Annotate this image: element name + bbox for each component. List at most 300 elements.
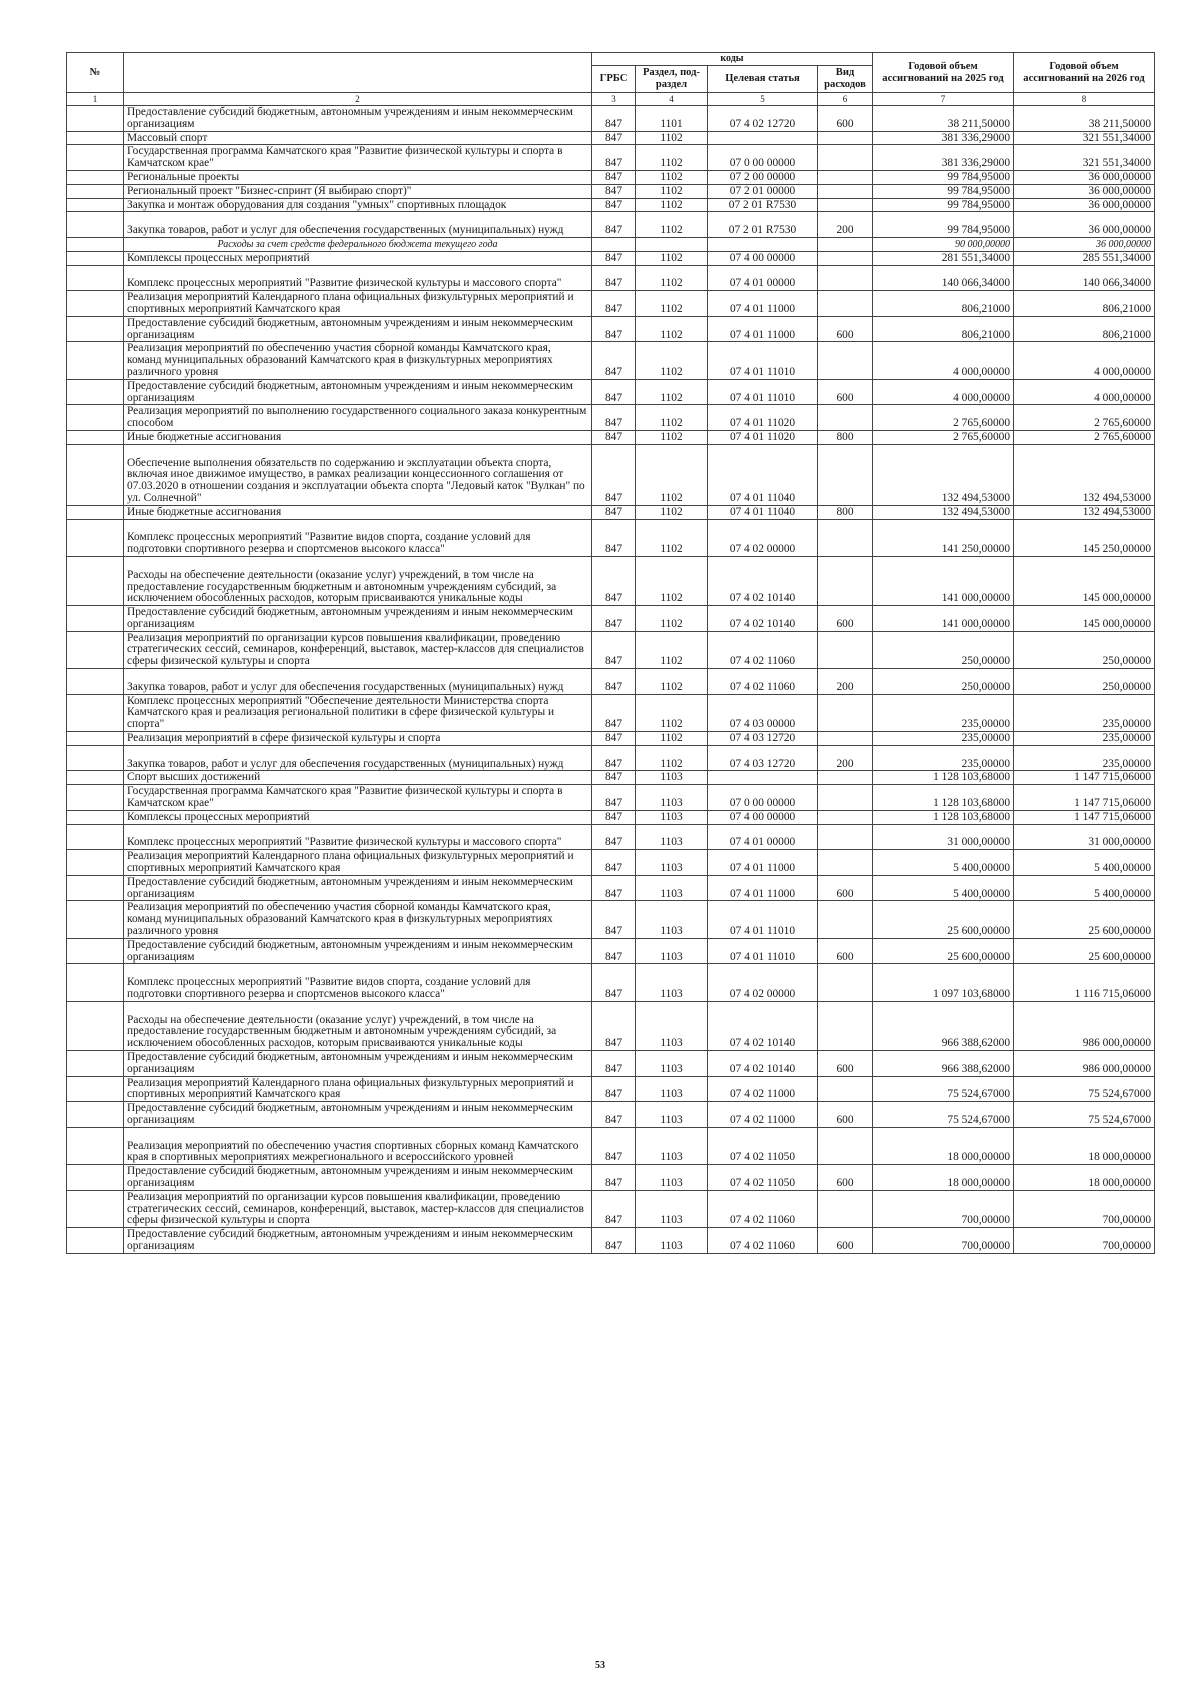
- row-expense-type: [818, 145, 873, 171]
- row-expense-type: [818, 732, 873, 746]
- row-num: [67, 106, 124, 132]
- row-expense-type: 600: [818, 606, 873, 632]
- row-amount-2026: 285 551,34000: [1014, 251, 1155, 265]
- row-grbs: 847: [592, 430, 636, 444]
- row-grbs: 847: [592, 265, 636, 291]
- row-expense-type: [818, 170, 873, 184]
- row-target: 07 4 01 11040: [708, 444, 818, 505]
- row-amount-2025: 250,00000: [873, 669, 1014, 695]
- row-amount-2025: 140 066,34000: [873, 265, 1014, 291]
- row-amount-2025: 1 097 103,68000: [873, 964, 1014, 1001]
- row-grbs: 847: [592, 785, 636, 811]
- row-amount-2025: 132 494,53000: [873, 444, 1014, 505]
- row-amount-2026: 250,00000: [1014, 669, 1155, 695]
- header-name: [124, 53, 592, 93]
- row-amount-2025: 132 494,53000: [873, 505, 1014, 519]
- row-amount-2025: 90 000,00000: [873, 237, 1014, 251]
- row-amount-2026: 700,00000: [1014, 1228, 1155, 1254]
- row-num: [67, 694, 124, 731]
- row-target: 07 4 02 11000: [708, 1076, 818, 1102]
- row-section: 1102: [636, 631, 708, 668]
- row-amount-2025: 38 211,50000: [873, 106, 1014, 132]
- row-expense-type: [818, 1001, 873, 1050]
- row-expense-type: [818, 1127, 873, 1164]
- row-expense-type: [818, 444, 873, 505]
- row-amount-2025: 700,00000: [873, 1228, 1014, 1254]
- row-num: [67, 265, 124, 291]
- row-num: [67, 430, 124, 444]
- row-num: [67, 824, 124, 850]
- row-name: Реализация мероприятий по выполнению государственного социального заказа конкурентным способом: [124, 405, 592, 431]
- row-grbs: 847: [592, 1001, 636, 1050]
- table-row: [67, 170, 1155, 184]
- row-expense-type: 600: [818, 1102, 873, 1128]
- row-grbs: 847: [592, 556, 636, 605]
- row-num: [67, 316, 124, 342]
- row-num: [67, 251, 124, 265]
- table-row: [67, 669, 1155, 695]
- row-name: Предоставление субсидий бюджетным, автономным учреждениям и иным некоммерческим организациям: [124, 938, 592, 964]
- row-grbs: 847: [592, 1076, 636, 1102]
- header-grbs: ГРБС: [592, 66, 636, 93]
- row-grbs: 847: [592, 316, 636, 342]
- column-number: 2: [124, 93, 592, 106]
- row-amount-2026: 235,00000: [1014, 694, 1155, 731]
- table-row: [67, 785, 1155, 811]
- row-amount-2025: 2 765,60000: [873, 405, 1014, 431]
- row-num: [67, 1050, 124, 1076]
- row-grbs: 847: [592, 1190, 636, 1227]
- table-row: [67, 1076, 1155, 1102]
- row-grbs: 847: [592, 850, 636, 876]
- row-grbs: 847: [592, 732, 636, 746]
- row-num: [67, 379, 124, 405]
- row-target: 07 4 02 11000: [708, 1102, 818, 1128]
- row-grbs: 847: [592, 198, 636, 212]
- table-row: [67, 771, 1155, 785]
- row-num: [67, 342, 124, 379]
- row-grbs: 847: [592, 145, 636, 171]
- row-grbs: 847: [592, 964, 636, 1001]
- row-section: 1102: [636, 265, 708, 291]
- row-expense-type: 600: [818, 106, 873, 132]
- row-num: [67, 1102, 124, 1128]
- table-row: [67, 212, 1155, 238]
- header-2025: Годовой объем ассигнований на 2025 год: [873, 53, 1014, 93]
- table-row: [67, 251, 1155, 265]
- row-name: Предоставление субсидий бюджетным, автономным учреждениям и иным некоммерческим организациям: [124, 1050, 592, 1076]
- row-grbs: 847: [592, 1165, 636, 1191]
- row-num: [67, 1190, 124, 1227]
- row-target: [708, 131, 818, 145]
- row-num: [67, 237, 124, 251]
- row-expense-type: [818, 291, 873, 317]
- row-name: Обеспечение выполнения обязательств по содержанию и эксплуатации объекта спорта, включая иное движимое имущество, в рамках реализации концессионного соглашения от 07.03.2020 в отношении создания и эксплуатации объекта спорта "Ледовый каток "Вулкан" по ул. Солнечной": [124, 444, 592, 505]
- row-target: 07 4 02 11060: [708, 1228, 818, 1254]
- row-section: 1103: [636, 785, 708, 811]
- column-number: 3: [592, 93, 636, 106]
- row-target: 07 4 01 11040: [708, 505, 818, 519]
- row-name: Массовый спорт: [124, 131, 592, 145]
- row-section: 1102: [636, 145, 708, 171]
- row-target: 07 4 01 11020: [708, 430, 818, 444]
- row-num: [67, 938, 124, 964]
- row-section: 1102: [636, 519, 708, 556]
- row-expense-type: [818, 1190, 873, 1227]
- row-amount-2026: 1 147 715,06000: [1014, 771, 1155, 785]
- row-section: 1102: [636, 430, 708, 444]
- row-target: 07 2 00 00000: [708, 170, 818, 184]
- row-num: [67, 964, 124, 1001]
- table-row: [67, 810, 1155, 824]
- row-amount-2025: 4 000,00000: [873, 379, 1014, 405]
- row-amount-2026: 145 000,00000: [1014, 606, 1155, 632]
- row-name: Закупка товаров, работ и услуг для обеспечения государственных (муниципальных) нужд: [124, 669, 592, 695]
- row-grbs: 847: [592, 606, 636, 632]
- row-amount-2026: 986 000,00000: [1014, 1050, 1155, 1076]
- row-name: Региональные проекты: [124, 170, 592, 184]
- row-name: Спорт высших достижений: [124, 771, 592, 785]
- row-name: Предоставление субсидий бюджетным, автономным учреждениям и иным некоммерческим организациям: [124, 316, 592, 342]
- row-expense-type: [818, 131, 873, 145]
- table-row: [67, 1228, 1155, 1254]
- row-section: 1103: [636, 1076, 708, 1102]
- table-header: [67, 53, 1155, 106]
- row-section: 1102: [636, 606, 708, 632]
- row-target: 07 2 01 00000: [708, 184, 818, 198]
- header-num: №: [67, 53, 124, 93]
- row-amount-2025: 1 128 103,68000: [873, 785, 1014, 811]
- table-row: [67, 901, 1155, 938]
- row-name: Комплекс процессных мероприятий "Развитие видов спорта, создание условий для подготовки спортивного резерва и спортсменов высокого класса": [124, 519, 592, 556]
- row-amount-2026: 145 000,00000: [1014, 556, 1155, 605]
- row-expense-type: 600: [818, 1228, 873, 1254]
- row-expense-type: [818, 237, 873, 251]
- row-amount-2026: 36 000,00000: [1014, 237, 1155, 251]
- budget-table: [66, 52, 1155, 1254]
- table-row: [67, 505, 1155, 519]
- row-grbs: 847: [592, 669, 636, 695]
- row-section: 1102: [636, 694, 708, 731]
- row-name: Реализация мероприятий Календарного плана официальных физкультурных мероприятий и спортивных мероприятий Камчатского края: [124, 1076, 592, 1102]
- row-target: 07 4 01 00000: [708, 265, 818, 291]
- row-target: 07 4 01 11010: [708, 342, 818, 379]
- row-amount-2025: 99 784,95000: [873, 198, 1014, 212]
- row-amount-2025: 4 000,00000: [873, 342, 1014, 379]
- row-expense-type: 600: [818, 379, 873, 405]
- row-expense-type: [818, 901, 873, 938]
- table-row: [67, 850, 1155, 876]
- row-amount-2026: 250,00000: [1014, 631, 1155, 668]
- row-amount-2025: 250,00000: [873, 631, 1014, 668]
- row-section: 1103: [636, 1102, 708, 1128]
- row-grbs: 847: [592, 212, 636, 238]
- row-section: 1103: [636, 824, 708, 850]
- row-name: Комплексы процессных мероприятий: [124, 251, 592, 265]
- row-section: 1101: [636, 106, 708, 132]
- table-row: [67, 1190, 1155, 1227]
- row-amount-2026: 18 000,00000: [1014, 1127, 1155, 1164]
- row-section: 1102: [636, 505, 708, 519]
- row-amount-2025: 235,00000: [873, 745, 1014, 771]
- row-grbs: [592, 237, 636, 251]
- row-name: Комплексы процессных мероприятий: [124, 810, 592, 824]
- table-row: [67, 824, 1155, 850]
- row-section: 1103: [636, 1228, 708, 1254]
- row-target: 07 4 02 00000: [708, 964, 818, 1001]
- row-target: 07 4 02 10140: [708, 556, 818, 605]
- row-grbs: 847: [592, 106, 636, 132]
- row-section: 1102: [636, 379, 708, 405]
- row-amount-2026: 2 765,60000: [1014, 430, 1155, 444]
- table-row: [67, 405, 1155, 431]
- row-expense-type: [818, 964, 873, 1001]
- row-section: 1103: [636, 771, 708, 785]
- row-grbs: 847: [592, 694, 636, 731]
- row-name: Предоставление субсидий бюджетным, автономным учреждениям и иным некоммерческим организациям: [124, 1228, 592, 1254]
- row-expense-type: [818, 184, 873, 198]
- row-name: Реализация мероприятий по обеспечению участия сборной команды Камчатского края, команд муниципальных образований Камчатского края в физкультурных мероприятиях различного уровня: [124, 342, 592, 379]
- row-amount-2026: 36 000,00000: [1014, 212, 1155, 238]
- row-amount-2026: 1 147 715,06000: [1014, 785, 1155, 811]
- row-num: [67, 771, 124, 785]
- row-num: [67, 1127, 124, 1164]
- row-num: [67, 198, 124, 212]
- row-target: 07 4 02 11060: [708, 669, 818, 695]
- table-row: [67, 342, 1155, 379]
- row-expense-type: 800: [818, 505, 873, 519]
- row-section: 1102: [636, 342, 708, 379]
- row-amount-2026: 18 000,00000: [1014, 1165, 1155, 1191]
- row-target: 07 4 03 12720: [708, 745, 818, 771]
- row-expense-type: 600: [818, 938, 873, 964]
- row-amount-2026: 4 000,00000: [1014, 379, 1155, 405]
- row-grbs: 847: [592, 342, 636, 379]
- row-name: Реализация мероприятий по организации курсов повышения квалификации, проведению стратегических сессий, семинаров, конференций, выставок, мастер-классов для специалистов сферы физической культуры и спорта: [124, 1190, 592, 1227]
- row-num: [67, 1228, 124, 1254]
- row-expense-type: [818, 850, 873, 876]
- row-expense-type: [818, 342, 873, 379]
- row-amount-2026: 140 066,34000: [1014, 265, 1155, 291]
- row-amount-2026: 25 600,00000: [1014, 901, 1155, 938]
- row-amount-2025: 2 765,60000: [873, 430, 1014, 444]
- row-amount-2026: 132 494,53000: [1014, 505, 1155, 519]
- row-grbs: 847: [592, 184, 636, 198]
- table-row: [67, 379, 1155, 405]
- row-amount-2026: 145 250,00000: [1014, 519, 1155, 556]
- row-grbs: 847: [592, 1127, 636, 1164]
- table-row: [67, 430, 1155, 444]
- row-target: 07 2 01 R7530: [708, 198, 818, 212]
- row-amount-2025: 18 000,00000: [873, 1127, 1014, 1164]
- row-section: 1103: [636, 875, 708, 901]
- row-num: [67, 745, 124, 771]
- row-name: Расходы за счет средств федерального бюджета текущего года: [124, 237, 592, 251]
- row-num: [67, 505, 124, 519]
- row-expense-type: [818, 771, 873, 785]
- table-row: [67, 964, 1155, 1001]
- row-name: Закупка товаров, работ и услуг для обеспечения государственных (муниципальных) нужд: [124, 212, 592, 238]
- table-row: [67, 519, 1155, 556]
- table-row: [67, 106, 1155, 132]
- row-section: 1102: [636, 131, 708, 145]
- row-section: 1102: [636, 184, 708, 198]
- row-section: 1103: [636, 1127, 708, 1164]
- row-section: 1102: [636, 745, 708, 771]
- row-section: 1102: [636, 212, 708, 238]
- row-grbs: 847: [592, 379, 636, 405]
- row-num: [67, 669, 124, 695]
- column-number: 4: [636, 93, 708, 106]
- row-target: 07 2 01 R7530: [708, 212, 818, 238]
- row-section: 1103: [636, 1001, 708, 1050]
- row-target: [708, 237, 818, 251]
- row-target: 07 4 01 11000: [708, 875, 818, 901]
- row-amount-2025: 806,21000: [873, 316, 1014, 342]
- row-grbs: 847: [592, 170, 636, 184]
- row-target: 07 4 02 11050: [708, 1165, 818, 1191]
- table-row: [67, 745, 1155, 771]
- row-grbs: 847: [592, 1102, 636, 1128]
- row-name: Предоставление субсидий бюджетным, автономным учреждениям и иным некоммерческим организациям: [124, 875, 592, 901]
- row-expense-type: [818, 405, 873, 431]
- row-target: 07 4 02 11060: [708, 1190, 818, 1227]
- row-expense-type: [818, 556, 873, 605]
- row-expense-type: [818, 785, 873, 811]
- table-row: [67, 1165, 1155, 1191]
- row-name: Реализация мероприятий Календарного плана официальных физкультурных мероприятий и спортивных мероприятий Камчатского края: [124, 291, 592, 317]
- table-row: [67, 606, 1155, 632]
- row-amount-2026: 986 000,00000: [1014, 1001, 1155, 1050]
- row-expense-type: 600: [818, 316, 873, 342]
- row-section: [636, 237, 708, 251]
- row-amount-2026: 700,00000: [1014, 1190, 1155, 1227]
- column-number: 8: [1014, 93, 1155, 106]
- row-num: [67, 556, 124, 605]
- row-section: 1103: [636, 1190, 708, 1227]
- row-amount-2026: 1 147 715,06000: [1014, 810, 1155, 824]
- row-num: [67, 145, 124, 171]
- column-number: 7: [873, 93, 1014, 106]
- row-name: Предоставление субсидий бюджетным, автономным учреждениям и иным некоммерческим организациям: [124, 1165, 592, 1191]
- row-name: Реализация мероприятий по обеспечению участия сборной команды Камчатского края, команд муниципальных образований Камчатского края в физкультурных мероприятиях различного уровня: [124, 901, 592, 938]
- row-num: [67, 405, 124, 431]
- row-amount-2025: 1 128 103,68000: [873, 810, 1014, 824]
- row-target: 07 4 02 11050: [708, 1127, 818, 1164]
- row-amount-2025: 25 600,00000: [873, 938, 1014, 964]
- row-amount-2026: 1 116 715,06000: [1014, 964, 1155, 1001]
- row-amount-2026: 321 551,34000: [1014, 145, 1155, 171]
- row-name: Комплекс процессных мероприятий "Обеспечение деятельности Министерства спорта Камчатского края и реализация региональной политики в сфере физической культуры и спорта": [124, 694, 592, 731]
- row-amount-2025: 141 000,00000: [873, 606, 1014, 632]
- table-row: [67, 316, 1155, 342]
- row-amount-2025: 381 336,29000: [873, 145, 1014, 171]
- row-amount-2025: 5 400,00000: [873, 850, 1014, 876]
- row-amount-2025: 25 600,00000: [873, 901, 1014, 938]
- table-row: [67, 291, 1155, 317]
- table-row: [67, 556, 1155, 605]
- row-name: Закупка товаров, работ и услуг для обеспечения государственных (муниципальных) нужд: [124, 745, 592, 771]
- table-row: [67, 938, 1155, 964]
- table-row: [67, 184, 1155, 198]
- row-amount-2025: 966 388,62000: [873, 1050, 1014, 1076]
- row-amount-2026: 4 000,00000: [1014, 342, 1155, 379]
- row-amount-2026: 5 400,00000: [1014, 850, 1155, 876]
- column-number: 5: [708, 93, 818, 106]
- row-expense-type: 600: [818, 1165, 873, 1191]
- table-row: [67, 265, 1155, 291]
- column-number: 1: [67, 93, 124, 106]
- row-grbs: 847: [592, 938, 636, 964]
- row-grbs: 847: [592, 901, 636, 938]
- row-target: 07 4 01 11010: [708, 938, 818, 964]
- row-amount-2025: 1 128 103,68000: [873, 771, 1014, 785]
- row-target: 07 4 01 11010: [708, 901, 818, 938]
- table-row: [67, 131, 1155, 145]
- table-row: [67, 198, 1155, 212]
- row-section: 1102: [636, 732, 708, 746]
- row-section: 1103: [636, 1165, 708, 1191]
- row-section: 1102: [636, 556, 708, 605]
- row-amount-2026: 36 000,00000: [1014, 184, 1155, 198]
- row-grbs: 847: [592, 405, 636, 431]
- row-section: 1103: [636, 810, 708, 824]
- header-target: Целевая статья: [708, 66, 818, 93]
- row-target: 07 4 01 11020: [708, 405, 818, 431]
- row-section: 1102: [636, 316, 708, 342]
- row-target: 07 4 00 00000: [708, 810, 818, 824]
- row-section: 1102: [636, 405, 708, 431]
- row-grbs: 847: [592, 824, 636, 850]
- table-row: [67, 1127, 1155, 1164]
- row-expense-type: [818, 265, 873, 291]
- row-grbs: 847: [592, 251, 636, 265]
- row-amount-2025: 966 388,62000: [873, 1001, 1014, 1050]
- row-expense-type: 200: [818, 669, 873, 695]
- row-target: 07 4 01 11000: [708, 291, 818, 317]
- row-target: 07 4 02 11060: [708, 631, 818, 668]
- row-name: Реализация мероприятий по обеспечению участия спортивных сборных команд Камчатского края в спортивных мероприятиях межрегионального и всероссийского уровней: [124, 1127, 592, 1164]
- row-name: Предоставление субсидий бюджетным, автономным учреждениям и иным некоммерческим организациям: [124, 606, 592, 632]
- header-expense-type: Вид расходов: [818, 66, 873, 93]
- row-amount-2025: 806,21000: [873, 291, 1014, 317]
- row-section: 1102: [636, 669, 708, 695]
- row-name: Комплекс процессных мероприятий "Развитие физической культуры и массового спорта": [124, 265, 592, 291]
- row-grbs: 847: [592, 810, 636, 824]
- row-amount-2026: 36 000,00000: [1014, 198, 1155, 212]
- row-num: [67, 212, 124, 238]
- row-amount-2026: 38 211,50000: [1014, 106, 1155, 132]
- row-section: 1102: [636, 444, 708, 505]
- page-number: 53: [595, 1660, 605, 1671]
- column-number-row: [67, 93, 1155, 106]
- row-grbs: 847: [592, 875, 636, 901]
- row-amount-2025: 381 336,29000: [873, 131, 1014, 145]
- row-target: 07 4 03 00000: [708, 694, 818, 731]
- row-target: 07 4 02 00000: [708, 519, 818, 556]
- row-grbs: 847: [592, 1228, 636, 1254]
- row-expense-type: 200: [818, 745, 873, 771]
- row-grbs: 847: [592, 1050, 636, 1076]
- row-target: 07 4 02 10140: [708, 606, 818, 632]
- row-amount-2026: 806,21000: [1014, 316, 1155, 342]
- row-target: 07 4 02 10140: [708, 1001, 818, 1050]
- row-amount-2026: 75 524,67000: [1014, 1076, 1155, 1102]
- row-section: 1102: [636, 251, 708, 265]
- row-num: [67, 170, 124, 184]
- row-expense-type: [818, 694, 873, 731]
- row-section: 1102: [636, 291, 708, 317]
